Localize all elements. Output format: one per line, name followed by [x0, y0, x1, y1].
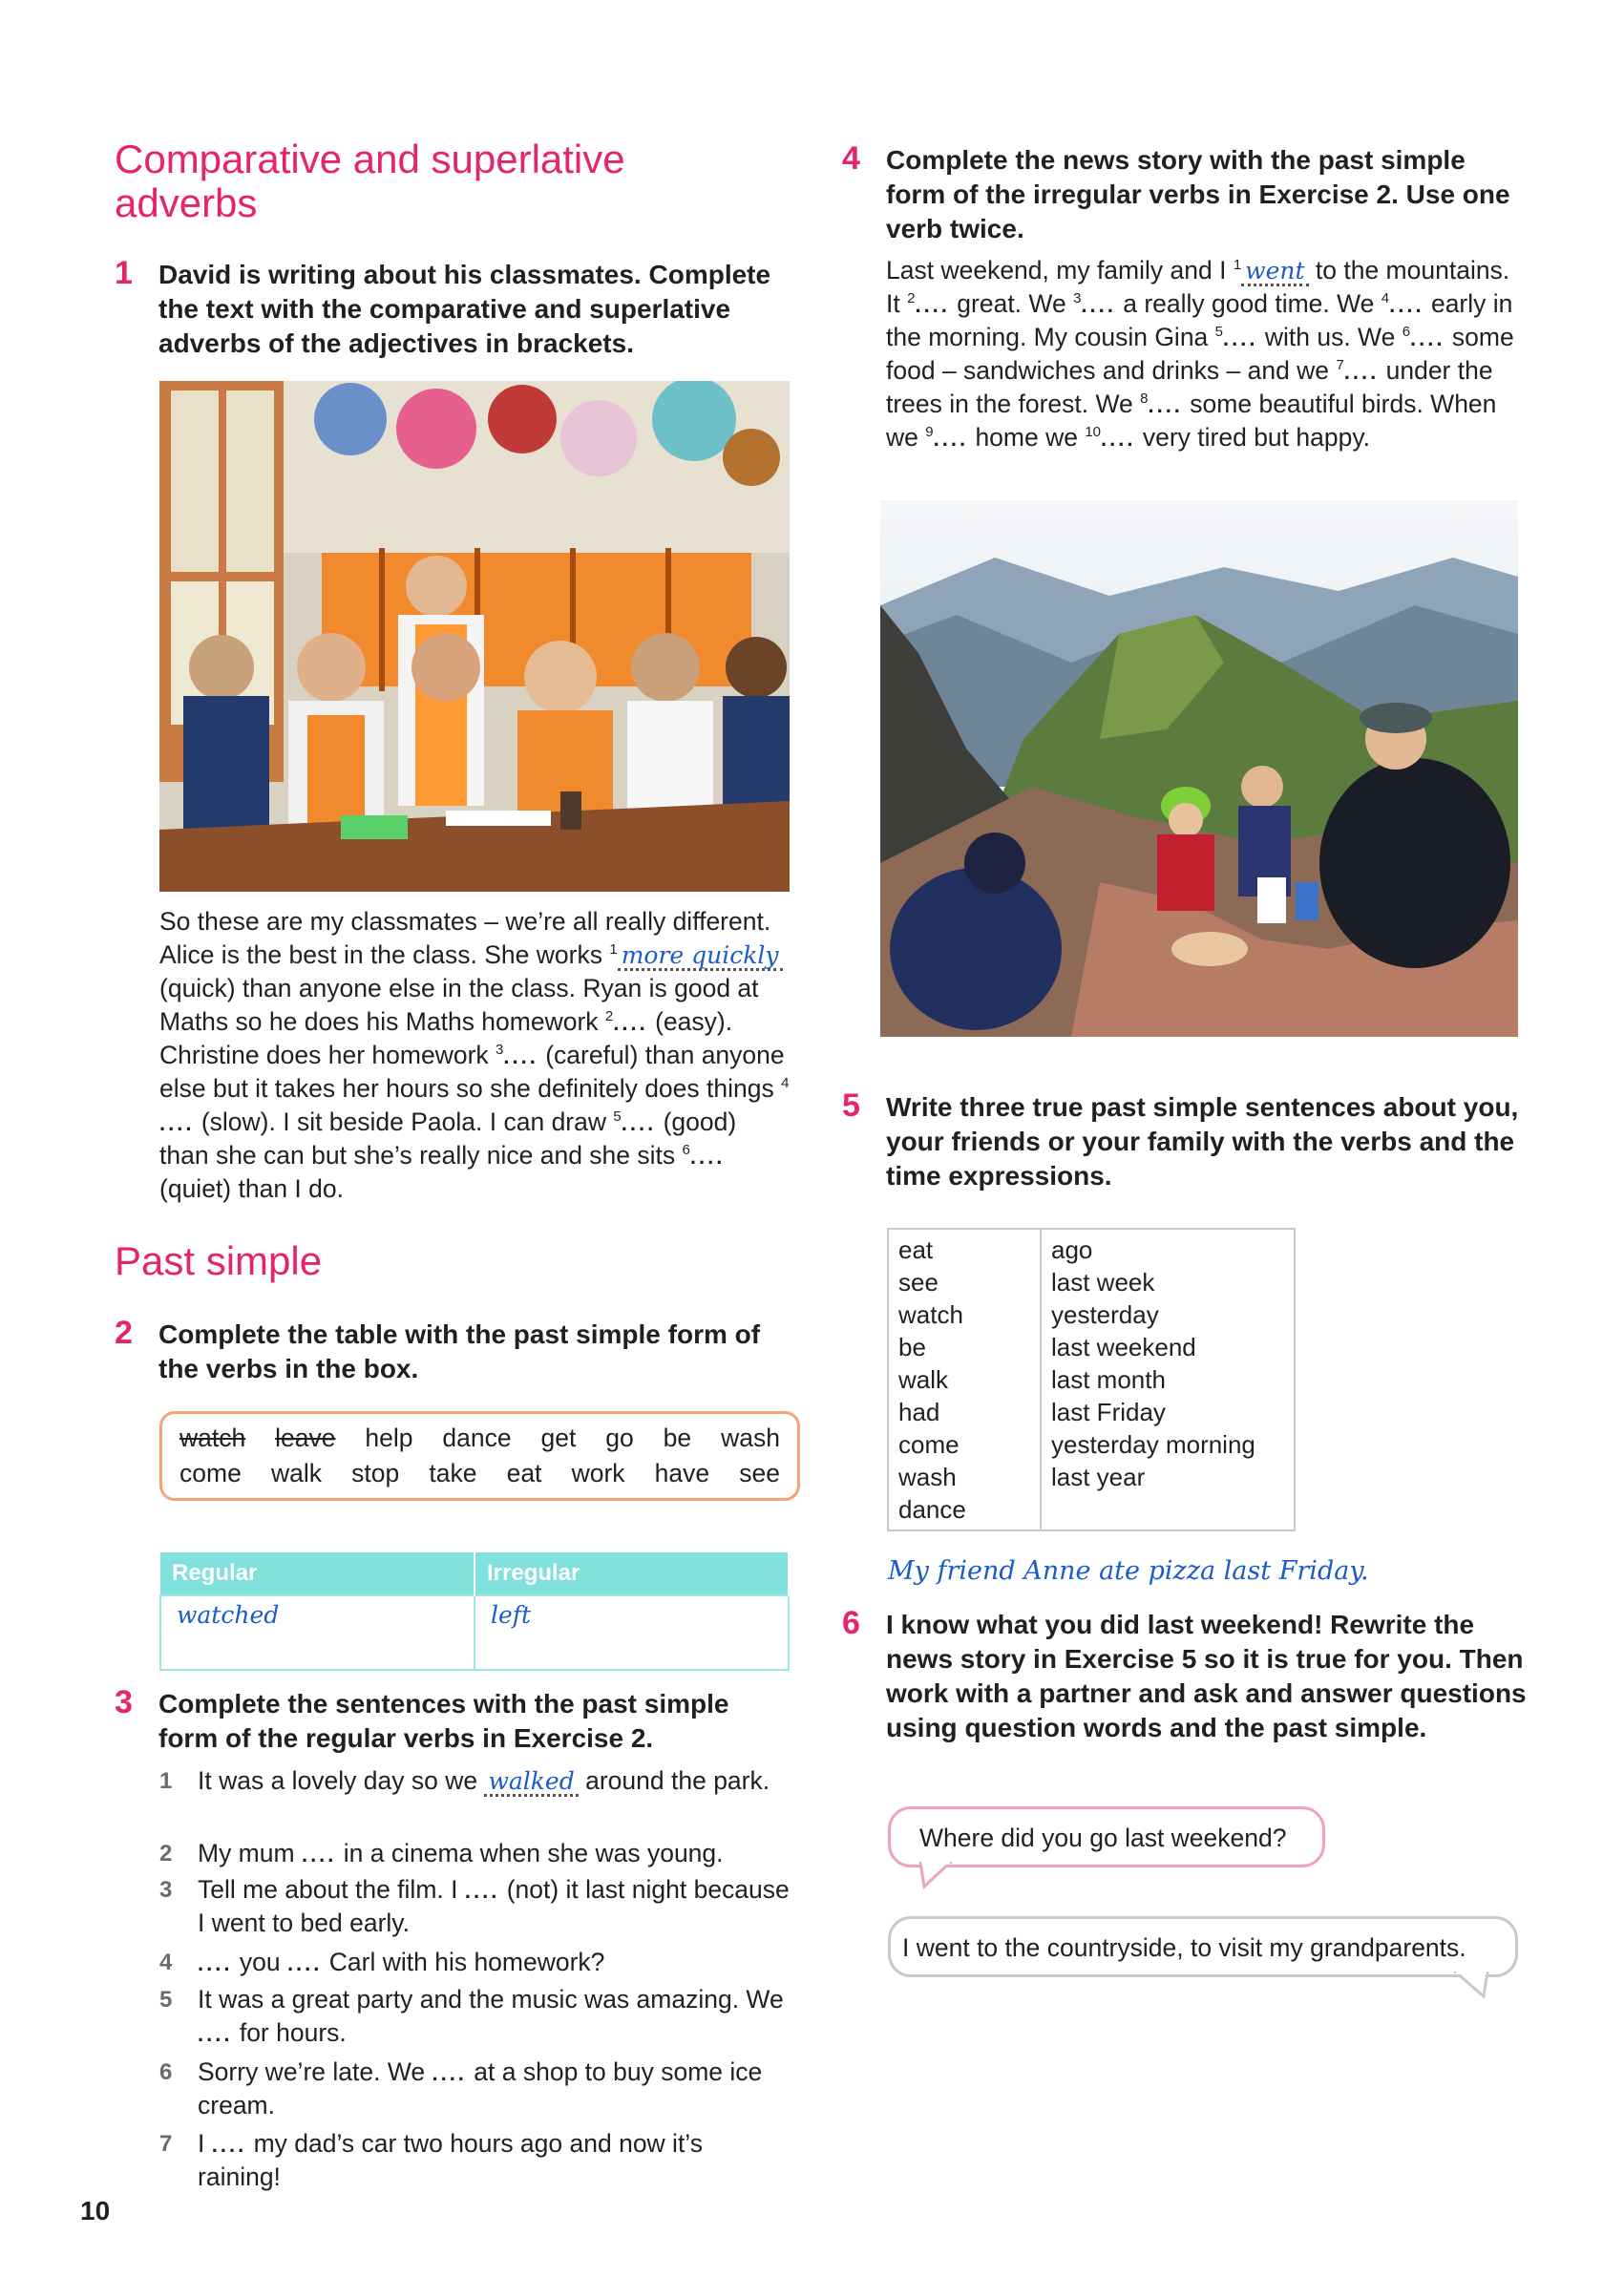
- list-item: 4 .... you .... Carl with his homework?: [159, 1948, 605, 1976]
- word-box-row: [179, 1421, 780, 1456]
- word-box-verb: go: [605, 1424, 634, 1452]
- speech-bubble-tail-icon: [913, 1862, 960, 1890]
- verb-item: wash: [898, 1463, 957, 1491]
- table-cell-regular[interactable]: [160, 1595, 475, 1670]
- time-expression-item: ago: [1051, 1235, 1093, 1264]
- handwritten-answer: walked: [484, 1769, 578, 1797]
- exercise-4-text: Last weekend, my family and I $^1$ went to the mountains. It $^2$.... great. We $^3$.... a really good time. We $^4$.... early in the morning. My cousin Gina $^5$.... with us. We $^6$.... some food – sandwiches and drinks – and we $^7$.... under the trees in the forest. We $^8$.... some beautiful birds. When we $^9$.... home we $^{10}$.... very tired but happy.: [886, 256, 1514, 452]
- time-expression-item: last month: [1051, 1365, 1166, 1394]
- list-item: 3 Tell me about the film. I .... (not) it last night because I went to bed early.: [159, 1875, 790, 1937]
- word-box-verb: help: [365, 1424, 413, 1452]
- handwritten-answer: more quickly: [618, 943, 783, 971]
- exercise-2-instruction: Complete the table with the past simple form of the verbs in the box.: [158, 1319, 761, 1383]
- list-item: 7 I .... my dad’s car two hours ago and now it’s raining!: [159, 2129, 703, 2191]
- answer-blank[interactable]: ....: [432, 2061, 467, 2085]
- exercise-1-text: So these are my classmates – we’re all really different. Alice is the best in the class. She works $^1$ more quickly (quick) than anyone else in the class. Ryan is good at Maths so he does his Maths homework $^2$.... (easy). Christine does her homework $^3$.... (careful) than anyone else but it takes her hours so she definitely does things $^4$.... (slow). I sit beside Paola. I can draw $^5$.... (good) than she can but she’s really nice and she sits $^6$.... (quiet) than I do.: [159, 907, 790, 1203]
- time-expression-item: yesterday morning: [1051, 1430, 1255, 1459]
- answer-blank[interactable]: ....: [464, 1879, 500, 1903]
- speech-bubble-answer: I went to the countryside, to visit my grandparents.: [888, 1916, 1518, 1977]
- verb-item: had: [898, 1398, 940, 1426]
- exercise-6: [842, 1605, 1529, 1745]
- table-header-irregular: Irregular: [475, 1552, 789, 1595]
- answer-blank[interactable]: ....: [211, 2133, 247, 2157]
- exercise-1-instruction: David is writing about his classmates. Complete the text with the comparative and superlative adverbs of the adjectives in brackets.: [158, 260, 771, 358]
- verb-word-box: [159, 1411, 800, 1501]
- table-cell-irregular[interactable]: [475, 1595, 789, 1670]
- section-title-comparative: Comparative and superlative adverbs: [115, 137, 625, 225]
- list-item: 6 Sorry we’re late. We .... at a shop to buy some ice cream.: [159, 2057, 763, 2120]
- list-item: 1 It was a lovely day so we walked around the park.: [159, 1766, 770, 1795]
- verb-item: eat: [898, 1235, 934, 1264]
- exercise-4: [842, 140, 1529, 246]
- word-box-verb: eat: [506, 1459, 542, 1487]
- answer-blank[interactable]: ....: [198, 1951, 233, 1975]
- word-box-verb: watch: [179, 1424, 246, 1452]
- list-item: 2 My mum .... in a cinema when she was young.: [159, 1839, 724, 1867]
- word-box-verb: come: [179, 1459, 242, 1487]
- section-title-past-simple: Past simple: [115, 1238, 323, 1283]
- handwritten-answer: went: [1241, 259, 1308, 286]
- list-item: 5 It was a great party and the music was amazing. We .... for hours.: [159, 1985, 784, 2047]
- exercise-1: [115, 255, 802, 361]
- answer-blank[interactable]: ....: [613, 1011, 648, 1035]
- speech-bubble-question: Where did you go last weekend?: [888, 1806, 1325, 1867]
- table-header-regular: Regular: [160, 1552, 475, 1595]
- word-box-verb: leave: [275, 1424, 336, 1452]
- verb-item: watch: [898, 1300, 963, 1329]
- handwritten-answer: watched: [177, 1601, 280, 1629]
- word-box-verb: be: [663, 1424, 692, 1452]
- word-box-verb: get: [540, 1424, 577, 1452]
- answer-blank[interactable]: ....: [1389, 293, 1424, 317]
- classroom-photo: [159, 381, 790, 892]
- regular-irregular-table: [159, 1552, 790, 1671]
- exercise-2: [115, 1315, 783, 1386]
- time-expressions-column: [1041, 1229, 1295, 1530]
- speech-bubble-tail-icon: [1447, 1972, 1495, 2000]
- exercise-3: [115, 1684, 783, 1756]
- exercise-5: [842, 1087, 1529, 1193]
- answer-blank[interactable]: ....: [1343, 360, 1380, 384]
- answer-blank[interactable]: ....: [1081, 293, 1116, 317]
- exercise-number: 5: [842, 1087, 860, 1124]
- verbs-time-expressions-table: [887, 1228, 1296, 1531]
- word-box-row: [179, 1456, 780, 1491]
- example-sentence: My friend Anne ate pizza last Friday.: [888, 1556, 1369, 1586]
- handwritten-answer: left: [491, 1601, 532, 1629]
- answer-blank[interactable]: ....: [1223, 327, 1258, 350]
- answer-blank[interactable]: ....: [159, 1111, 195, 1135]
- answer-blank[interactable]: ....: [198, 2022, 233, 2046]
- exercise-number: 6: [842, 1605, 860, 1641]
- exercise-5-instruction: Write three true past simple sentences about you, your friends or your family with the verbs and the time expressions.: [886, 1092, 1519, 1191]
- verb-item: walk: [898, 1365, 949, 1394]
- answer-blank[interactable]: ....: [301, 1843, 337, 1867]
- exercise-4-instruction: Complete the news story with the past simple form of the irregular verbs in Exercise 2. Use one verb twice.: [886, 145, 1510, 243]
- verb-item: come: [898, 1430, 960, 1459]
- answer-blank[interactable]: ....: [503, 1044, 538, 1068]
- exercise-6-instruction: I know what you did last weekend! Rewrite the news story in Exercise 5 so it is true for you. Then work with a partner and ask and answer questions using question words and the past simple.: [886, 1610, 1527, 1742]
- word-box-verb: take: [429, 1459, 477, 1487]
- answer-blank[interactable]: ....: [1410, 327, 1445, 350]
- time-expression-item: yesterday: [1051, 1300, 1159, 1329]
- mountain-picnic-photo: [880, 500, 1518, 1037]
- word-box-verb: dance: [442, 1424, 512, 1452]
- verb-item: dance: [898, 1495, 966, 1524]
- time-expression-item: last Friday: [1051, 1398, 1166, 1426]
- word-box-verb: work: [571, 1459, 625, 1487]
- answer-blank[interactable]: ....: [1101, 427, 1136, 451]
- answer-blank[interactable]: ....: [621, 1111, 657, 1135]
- exercise-number: 2: [115, 1315, 133, 1351]
- verb-item: be: [898, 1333, 926, 1361]
- word-box-verb: wash: [721, 1424, 780, 1452]
- exercise-3-instruction: Complete the sentences with the past simple form of the regular verbs in Exercise 2.: [158, 1689, 729, 1753]
- exercise-number: 3: [115, 1684, 133, 1720]
- time-expression-item: last year: [1051, 1463, 1146, 1491]
- word-box-verb: stop: [351, 1459, 400, 1487]
- time-expression-item: last week: [1051, 1268, 1155, 1297]
- answer-blank[interactable]: ....: [1148, 393, 1183, 417]
- answer-blank[interactable]: ....: [286, 1951, 323, 1975]
- answer-blank[interactable]: ....: [915, 293, 950, 317]
- word-box-verb: have: [654, 1459, 710, 1487]
- verb-item: see: [898, 1268, 939, 1297]
- time-expression-item: last weekend: [1051, 1333, 1196, 1361]
- word-box-verb: see: [739, 1459, 780, 1487]
- exercise-number: 1: [115, 255, 133, 291]
- page-number: 10: [80, 2196, 111, 2225]
- exercise-number: 4: [842, 140, 860, 177]
- verbs-column: [888, 1229, 1041, 1530]
- answer-blank[interactable]: ....: [933, 427, 969, 451]
- word-box-verb: walk: [270, 1459, 322, 1487]
- answer-blank[interactable]: ....: [689, 1145, 726, 1169]
